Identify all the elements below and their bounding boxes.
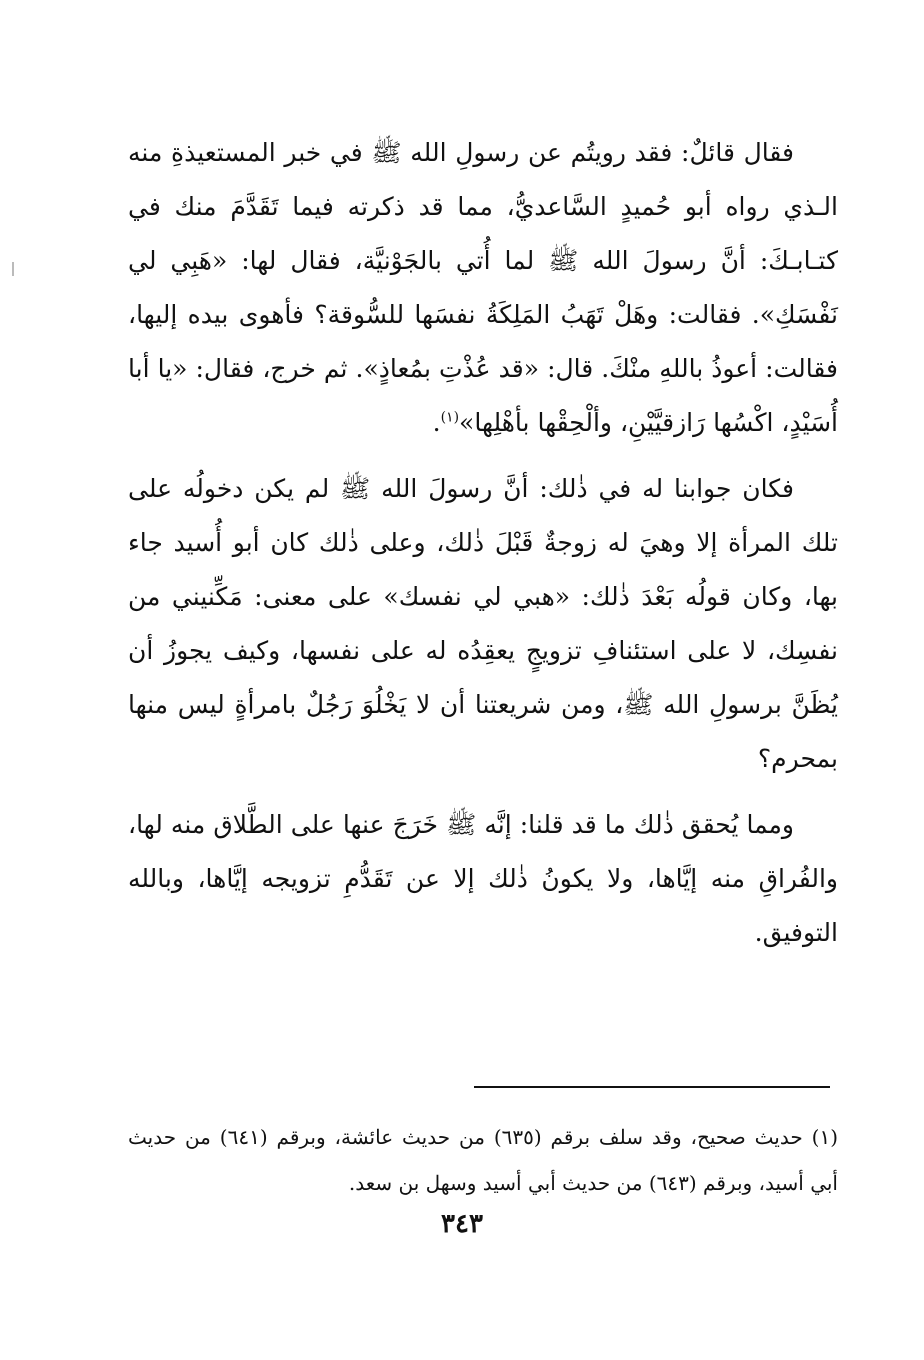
page-number: ٣٤٣ <box>441 1209 483 1239</box>
paragraph-2: فكان جوابنا له في ذٰلك: أنَّ رسولَ الله ﷺ لم يكن دخولُه على تلك المرأة إلا وهيَ له زوجةٌ قَبْلَ ذٰلك، وعلى ذٰلك كان أبو أُسيد جاء بها، وكان قولُه بَعْدَ ذٰلك: «هبي لي نفسك» على معنى: مَكِّنيني من نفسِك، لا على استئنافِ تزويجٍ يعقِدُه له على نفسها، وكيف يجوزُ أن يُظَنَّ برسولِ الله ﷺ، ومن شريعتنا أن لا يَخْلُوَ رَجُلٌ بامرأةٍ ليس منها بمحرم؟ <box>128 474 838 773</box>
footnote-1: (١) حديث صحيح، وقد سلف برقم (٦٣٥) من حديث عائشة، وبرقم (٦٤١) من حديث أبي أسيد، وبرقم (٦٤٣) من حديث أبي أسيد وسهل بن سعد. <box>128 1125 838 1195</box>
footnote-reference: (١) <box>440 409 460 426</box>
main-text <box>128 126 838 960</box>
footnote-separator <box>474 1086 830 1088</box>
footnotes <box>128 1114 838 1206</box>
margin-mark <box>12 262 14 276</box>
paragraph-3: ومما يُحقق ذٰلك ما قد قلنا: إنَّه ﷺ خَرَجَ عنها على الطَّلاق منه لها، والفُراقِ منه إيَّاها، ولا يكونُ ذٰلك إلا عن تَقَدُّمِ تزويجه إيَّاها، وبالله التوفيق. <box>128 810 838 947</box>
paragraph-1 <box>128 126 838 450</box>
paragraph-1-text: فقال قائلٌ: فقد رويتُم عن رسولِ الله ﷺ في خبر المستعيذةِ منه الـذي رواه أبو حُميدٍ السَّاعديُّ، مما قد ذكرته فيما تَقَدَّمَ منك في كتـابـكَ: أنَّ رسولَ الله ﷺ لما أُتي بالجَوْنيَّة، فقال لها: «هَبِي لي نَفْسَكِ». فقالت: وهَلْ تَهَبُ المَلِكَةُ نفسَها للسُّوقة؟ فأهوى بيده إليها، فقالت: أعوذُ باللهِ منْكَ. قال: «قد عُذْتِ بمُعاذٍ». ثم خرج، فقال: «يا أبا أُسَيْدٍ، اكْسُها رَازقيَّيْنِ، وألْحِقْها بأهْلِها» <box>128 138 838 437</box>
paragraph-1-end: . <box>432 408 441 437</box>
